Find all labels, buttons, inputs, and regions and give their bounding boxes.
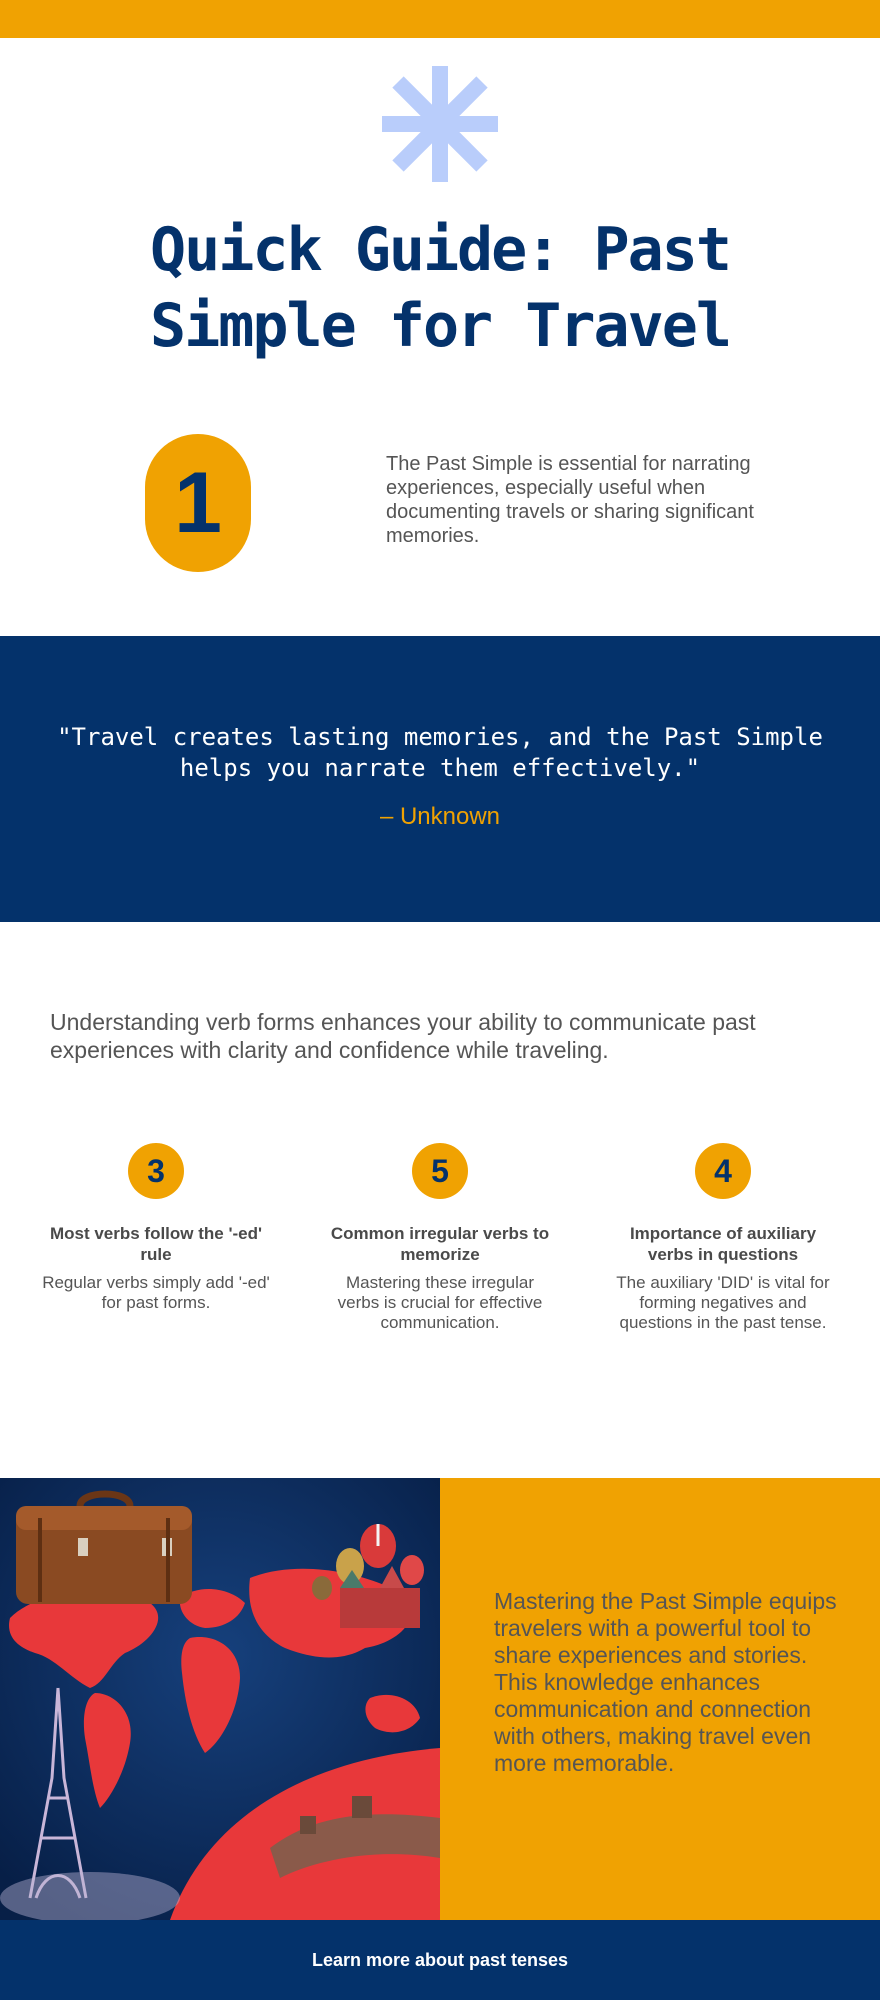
understanding-text: Understanding verb forms enhances your ability to communicate past experiences with clarity and confidence while traveling. <box>50 1009 756 1063</box>
feature-number: 3 <box>128 1143 184 1199</box>
asterisk-icon <box>380 64 500 184</box>
travel-illustration <box>0 1478 440 1920</box>
intro-number-badge: 1 <box>145 434 251 572</box>
page-title: Quick Guide: Past Simple for Travel <box>149 215 731 361</box>
feature-title: Importance of auxiliary verbs in questions <box>629 1224 817 1264</box>
top-accent-bar <box>0 0 880 38</box>
learn-more-link[interactable]: Learn more about past tenses <box>311 1949 569 1970</box>
features-row <box>40 1143 840 1373</box>
feature-description: Mastering these irregular verbs is crucial for effective communication. <box>337 1273 543 1332</box>
feature-title: Most verbs follow the '-ed' rule <box>49 1224 263 1264</box>
intro-text: The Past Simple is essential for narrating experiences, especially useful when documenting travels or sharing significant memories. <box>386 453 754 547</box>
quote-author: – Unknown <box>379 803 501 830</box>
summary-panel <box>440 1478 880 1920</box>
feature-card <box>40 1143 272 1313</box>
feature-number: 5 <box>412 1143 468 1199</box>
feature-number: 4 <box>695 1143 751 1199</box>
suitcase-image <box>16 1494 192 1604</box>
feature-description: Regular verbs simply add '-ed' for past forms. <box>42 1273 270 1312</box>
summary-section <box>0 1478 880 1920</box>
feature-card <box>324 1143 556 1333</box>
footer <box>0 1920 880 2000</box>
feature-title: Common irregular verbs to memorize <box>330 1224 550 1264</box>
feature-description: The auxiliary 'DID' is vital for forming negatives and questions in the past tense. <box>616 1273 830 1332</box>
summary-text: Mastering the Past Simple equips travelers with a powerful tool to share experiences and stories. This knowledge enhances communication and connection with others, making travel even more memorable. <box>494 1588 837 1776</box>
feature-card <box>607 1143 839 1333</box>
quote-text: "Travel creates lasting memories, and the Past Simple helps you narrate them effectively." <box>57 723 823 782</box>
